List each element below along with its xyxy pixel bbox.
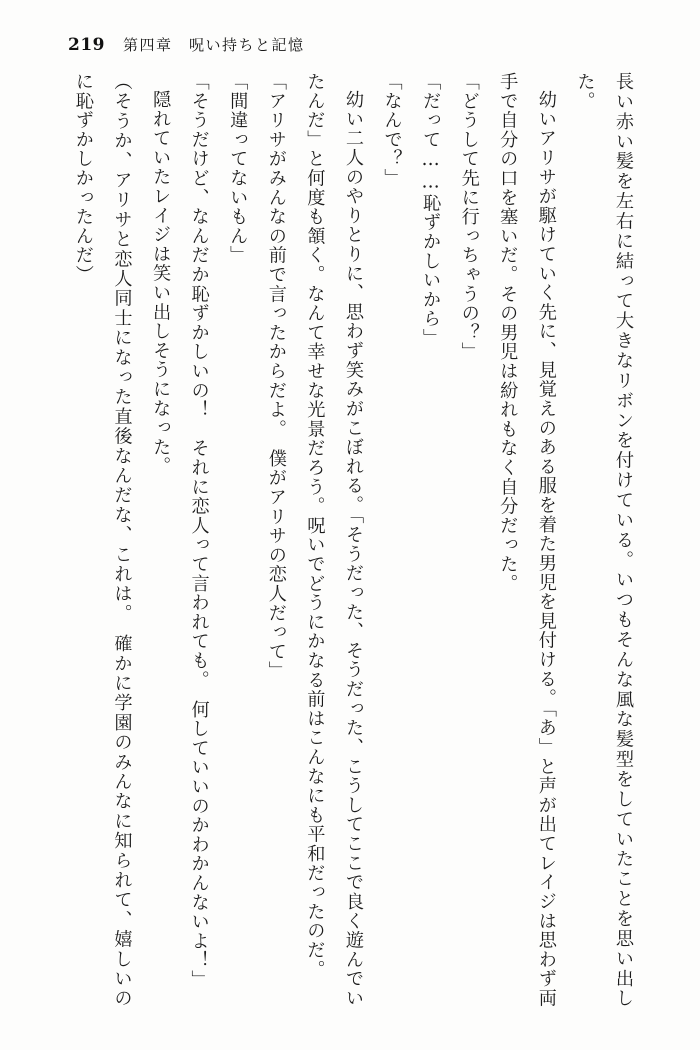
paragraph: 「間違ってないもん」 [227, 72, 249, 265]
chapter-title: 第四章 呪い持ちと記憶 [123, 36, 305, 54]
page-gutter [22, 0, 23, 1050]
paragraph: 幼い二人のやりとりに、思わず笑みがこぼれる。「そうだった、そうだった、こうしてここで良く遊んでいたんだ」と何度も頷く。なんて幸せな光景だろう。呪いでどうにかなる前はこんなにも平和だったのだ。 [304, 72, 364, 1008]
paragraph: 長い赤い髪を左右に結って大きなリボンを付けている。いつもそんな風な髪型をしていたことを思い出した。 [574, 72, 634, 1008]
page-number: 219 [68, 35, 105, 55]
paragraph: 「だって……恥ずかしいから」 [420, 72, 442, 348]
paragraph: 「なんで？」 [381, 72, 403, 188]
page-body-text [58, 72, 642, 1008]
paragraph: 隠れていたレイジは笑い出しそうになった。 [150, 90, 172, 477]
paragraph: 幼いアリサが駆けていく先に、見覚えのある服を着た男児を見付ける。「あ」と声が出てレイジは思わず両手で自分の口を塞いだ。その男児は紛れもなく自分だった。 [497, 72, 557, 1008]
paragraph: 「どうして先に行っちゃうの？」 [458, 72, 480, 362]
paragraph: （そうか、アリサと恋人同士になった直後なんだな、これは。 確かに学園のみんなに知られて、嬉しいのに恥ずかしかったんだ） [72, 72, 133, 1008]
page-header [68, 34, 640, 60]
paragraph: 「アリサがみんなの前で言ったからだよ。 僕がアリサの恋人だって」 [265, 72, 287, 681]
paragraph: 「そうだけど、なんだか恥ずかしいの！ それに恋人って言われても。 何していいのかわかんないよ！」 [188, 72, 210, 990]
